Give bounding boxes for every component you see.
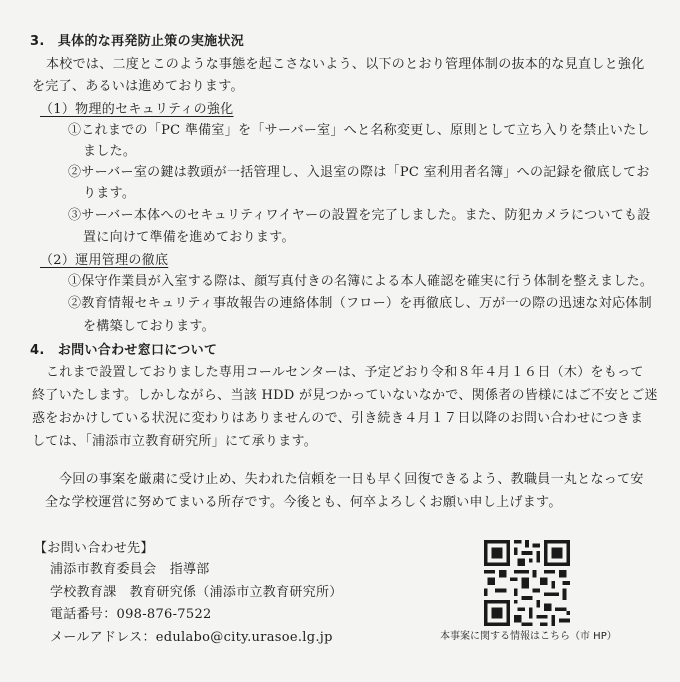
section-4-body-line-4: しては、「浦添市立教育研究所」にて承ります。 xyxy=(32,434,318,449)
closing-line-1: 今回の事案を厳粛に受け止め、失われた信頼を一日も早く回復できるよう、教職員一丸となって安 xyxy=(59,472,644,487)
section-4-body-line-1: これまで設置しておりました専用コールセンターは、予定どおり令和８年４月１６日（木）をもって xyxy=(46,365,644,380)
contact-phone: 電話番号：098-876-7522 xyxy=(50,607,212,622)
contact-email[interactable]: メールアドレス：edulabo@city.urasoe.lg.jp xyxy=(50,630,333,645)
contact-department: 学校教育課 教育研究係（浦添市立教育研究所） xyxy=(50,585,343,600)
qr-caption: 本事案に関する情報はこちら（市 HP） xyxy=(440,631,617,642)
sub1-item-3-line-2: 置に向けて準備を進めております。 xyxy=(83,230,295,245)
section-4-body-line-2: 終了いたします。しかしながら、当該 HDD が見つかっていないなかで、関係者の皆様にはご不安とご迷 xyxy=(32,388,658,403)
contact-heading: 【お問い合わせ先】 xyxy=(34,541,154,556)
sub1-item-1-line-1: ①これまでの「PC 準備室」を「サーバー室」へと名称変更し、原則として立ち入りを禁止いたし xyxy=(68,123,650,138)
sub2-item-2-line-2: を構築しております。 xyxy=(83,319,215,334)
sub1-item-1-line-2: ました。 xyxy=(83,144,137,159)
section-3-title: 3. 具体的な再発防止策の実施状況 xyxy=(30,34,245,49)
qr-code-icon[interactable] xyxy=(480,536,574,630)
section-3-intro-line-2: を完了、あるいは進めております。 xyxy=(32,79,244,94)
contact-org: 浦添市教育委員会 指導部 xyxy=(50,562,210,577)
subsection-2-title: （2）運用管理の徹底 xyxy=(40,253,169,268)
section-4-body-line-3: 惑をおかけしている状況に変わりはありませんので、引き続き４月１７日以降のお問い合わせにつきま xyxy=(32,411,644,426)
section-3-intro-line-1: 本校では、二度とこのような事態を起こさないよう、以下のとおり管理体制の抜本的な見直しと強化 xyxy=(46,57,645,72)
sub1-item-2-line-2: ります。 xyxy=(83,186,136,201)
sub2-item-2-line-1: ②教育情報セキュリティ事故報告の連絡体制（フロー）を再徹底し、万が一の際の迅速な対応体制 xyxy=(68,296,652,311)
sub1-item-2-line-1: ②サーバー室の鍵は教頭が一括管理し、入退室の際は「PC 室利用者名簿」への記録を徹底してお xyxy=(68,165,650,180)
closing-line-2: 全な学校運営に努めてまいる所存です。今後とも、何卒よろしくお願い申し上げます。 xyxy=(45,495,562,510)
sub2-item-1-line-1: ①保守作業員が入室する際は、顔写真付きの名簿による本人確認を確実に行う体制を整えました。 xyxy=(68,274,654,289)
subsection-1-title: （1）物理的セキュリティの強化 xyxy=(40,102,234,117)
sub1-item-3-line-1: ③サーバー本体へのセキュリティワイヤーの設置を完了しました。また、防犯カメラについても設 xyxy=(68,208,651,223)
section-4-title: 4. お問い合わせ窓口について xyxy=(30,343,218,358)
